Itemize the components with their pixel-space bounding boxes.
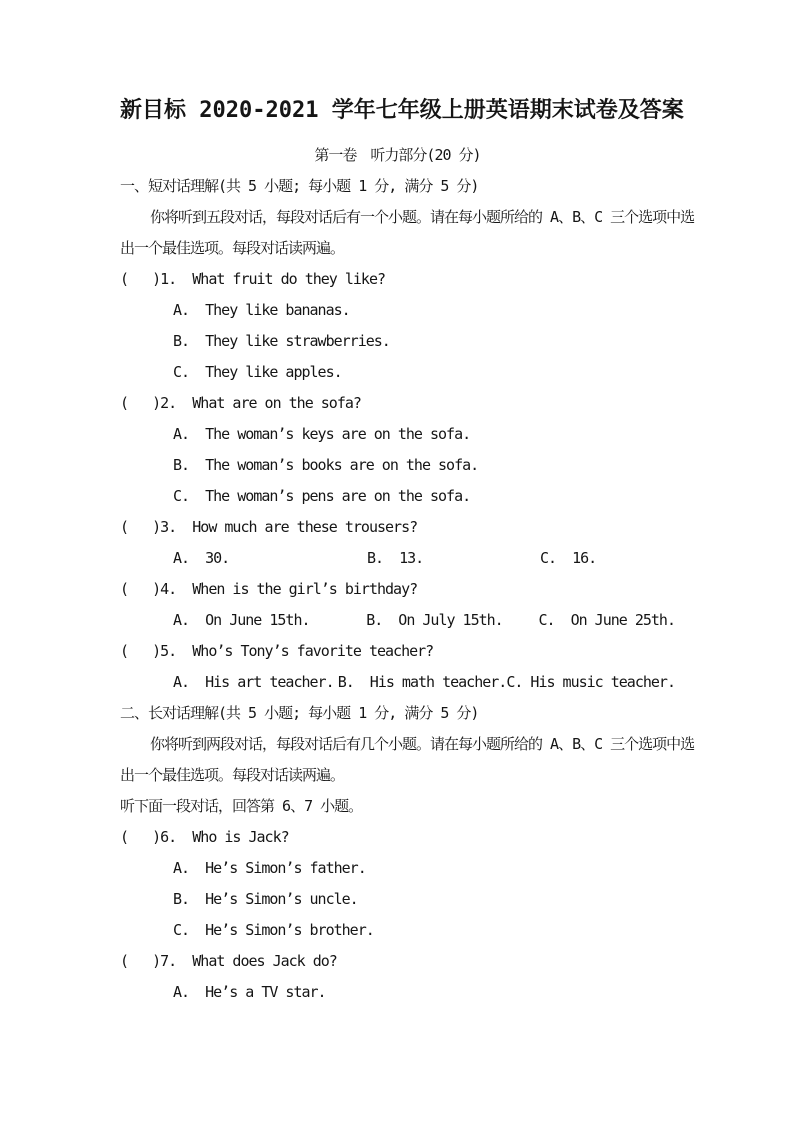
question-6-option-b: B. He’s Simon’s uncle. (173, 890, 358, 908)
section-two-instructions-line-1: 你将听到两段对话，每段对话后有几个小题。请在每小题所给的 A、B、C 三个选项中选 (150, 735, 695, 753)
question-3-option-a: A. 30. (173, 549, 230, 567)
question-2-prompt: ( )2. What are on the sofa? (120, 394, 361, 412)
question-5-option-b: B. His math teacher. (337, 673, 507, 691)
question-1-option-a: A. They like bananas. (173, 301, 350, 319)
question-5-option-c: C. His music teacher. (506, 673, 675, 691)
question-5-options-row (120, 667, 675, 698)
section-one-instructions-line-1: 你将听到五段对话，每段对话后有一个小题。请在每小题所给的 A、B、C 三个选项中选 (150, 208, 695, 226)
question-1-option-b: B. They like strawberries. (173, 332, 390, 350)
section-two-instructions-line-2: 出一个最佳选项。每段对话读两遍。 (120, 766, 345, 784)
question-5-prompt: ( )5. Who’s Tony’s favorite teacher? (120, 642, 434, 660)
question-2-option-c: C. The woman’s pens are on the sofa. (173, 487, 471, 505)
question-3-options-row (120, 543, 675, 574)
question-2-option-b: B. The woman’s books are on the sofa. (173, 456, 479, 474)
question-4-options-row (120, 605, 675, 636)
question-1-option-c: C. They like apples. (173, 363, 342, 381)
question-6-option-c: C. He’s Simon’s brother. (173, 921, 374, 939)
section-one-heading: 一、短对话理解(共 5 小题; 每小题 1 分, 满分 5 分) (120, 177, 479, 195)
question-3-option-c: C. 16. (540, 549, 597, 567)
part-one-heading: 第一卷 听力部分(20 分) (314, 146, 481, 164)
question-7-prompt: ( )7. What does Jack do? (120, 952, 337, 970)
question-6-prompt: ( )6. Who is Jack? (120, 828, 289, 846)
document-title: 新目标 2020-2021 学年七年级上册英语期末试卷及答案 (120, 98, 684, 123)
question-2-option-a: A. The woman’s keys are on the sofa. (173, 425, 471, 443)
question-1-prompt: ( )1. What fruit do they like? (120, 270, 386, 288)
question-5-option-a: A. His art teacher. (173, 673, 334, 691)
question-4-option-b: B. On July 15th. (366, 611, 503, 629)
question-6-option-a: A. He’s Simon’s father. (173, 859, 366, 877)
question-4-option-a: A. On June 15th. (173, 611, 310, 629)
section-one-instructions-line-2: 出一个最佳选项。每段对话读两遍。 (120, 239, 345, 257)
question-4-option-c: C. On June 25th. (538, 611, 675, 629)
section-two-heading: 二、长对话理解(共 5 小题; 每小题 1 分, 满分 5 分) (120, 704, 479, 722)
dialogue-one-note: 听下面一段对话，回答第 6、7 小题。 (120, 797, 363, 815)
question-3-option-b: B. 13. (367, 549, 424, 567)
question-3-prompt: ( )3. How much are these trousers? (120, 518, 418, 536)
question-7-option-a: A. He’s a TV star. (173, 983, 326, 1001)
question-4-prompt: ( )4. When is the girl’s birthday? (120, 580, 418, 598)
